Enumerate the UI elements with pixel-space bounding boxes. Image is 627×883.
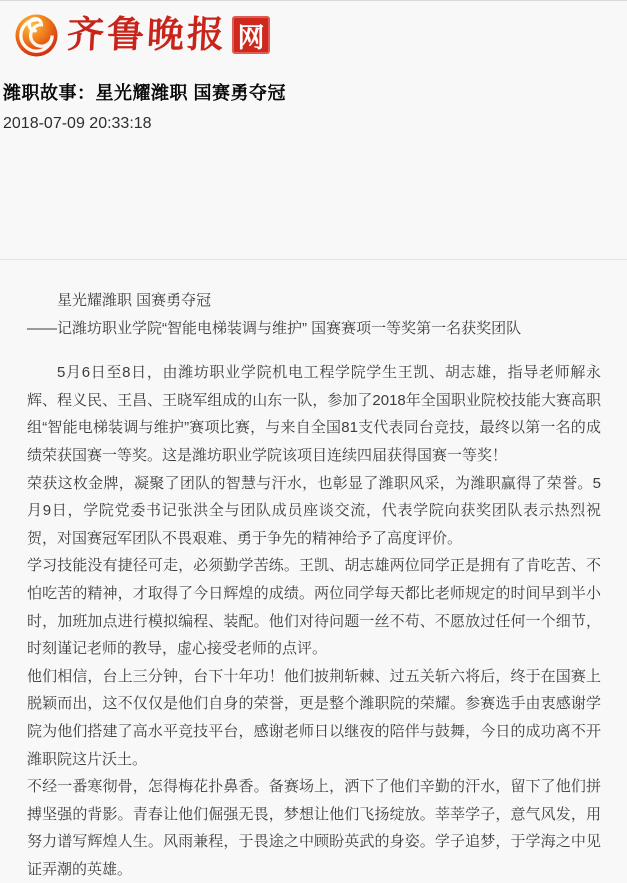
- article-paragraph: 不经一番寒彻骨，怎得梅花扑鼻香。备赛场上，洒下了他们辛勤的汗水，留下了他们拼搏坚强的背影。青春让他们倔强无畏，梦想让他们飞扬绽放。莘莘学子，意气风发，用努力谱写辉煌人生。风雨兼程，于畏途之中顾盼英武的身姿。学子追梦，于学海之中见证弄潮的英雄。: [27, 778, 601, 878]
- article-paragraph: 5月6日至8日，由潍坊职业学院机电工程学院学生王凯、胡志雄，指导老师解永辉、程义民、王昌、王晓军组成的山东一队，参加了2018年全国职业院校技能大赛高职组“智能电梯装调与维护”赛项比赛，与来自全国81支代表同台竞技，最终以第一名的成绩荣获国赛一等奖。这是潍坊职业学院该项目连续四届获得国赛一等奖！: [27, 364, 601, 464]
- brand-net-badge: 网: [232, 16, 270, 54]
- article-paragraph: ——记潍坊职业学院“智能电梯装调与维护” 国赛赛项一等奖第一名获奖团队: [27, 319, 522, 337]
- article-paragraph: 荣获这枚金牌，凝聚了团队的智慧与汗水，也彰显了潍职风采，为潍职赢得了荣誉。5月9日，学院党委书记张洪全与团队成员座谈交流，代表学院向获奖团队表示热烈祝贺，对国赛冠军团队不畏艰难、勇于争先的精神给予了高度评价。: [27, 474, 601, 547]
- divider: [0, 259, 627, 260]
- page: [0, 1, 627, 883]
- article-paragraph: 学习技能没有捷径可走，必须勤学苦练。王凯、胡志雄两位同学正是拥有了肯吃苦、不怕吃苦的精神，才取得了今日辉煌的成绩。两位同学每天都比老师规定的时间早到半小时，加班加点进行模拟编程、装配。他们对待问题一丝不苟、不愿放过任何一个细节，时刻谨记老师的教导，虚心接受老师的点评。: [27, 557, 601, 658]
- article-body: [0, 268, 627, 883]
- site-logo-link[interactable]: [14, 13, 270, 58]
- brand-swirl-icon: [14, 13, 59, 58]
- brand-name-text: 齐鲁晚报: [65, 14, 229, 56]
- article-paragraph: 他们相信，台上三分钟，台下十年功！他们披荆斩棘、过五关斩六将后，终于在国赛上脱颖而出，这不仅仅是他们自身的荣誉，更是整个潍职院的荣耀。参赛选手由衷感谢学院为他们搭建了高水平竞技平台，感谢老师日以继夜的陪伴与鼓舞，今日的成功离不开潍职院这片沃土。: [27, 667, 601, 768]
- article-title: 潍职故事：星光耀潍职 国赛勇夺冠: [3, 83, 286, 103]
- site-header: [0, 1, 627, 63]
- article-paragraph: 星光耀潍职 国赛勇夺冠: [57, 292, 212, 309]
- publish-date: 2018-07-09 20:33:18: [3, 115, 152, 132]
